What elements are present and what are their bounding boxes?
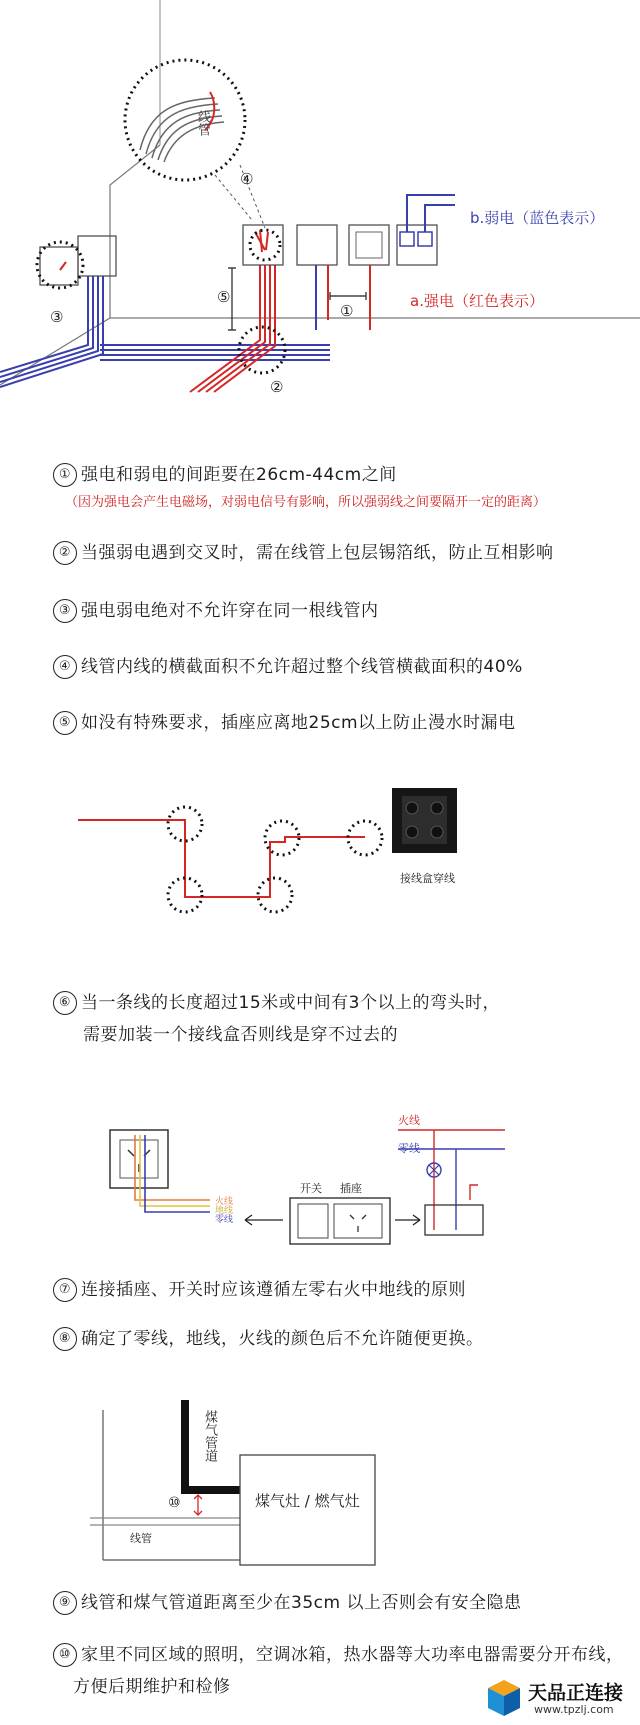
- switch-label: 开关: [300, 1182, 322, 1195]
- rule-9-text: 线管和煤气管道距离至少在35cm 以上否则会有安全隐患: [81, 1593, 522, 1613]
- left-wall-box-1: [40, 247, 78, 285]
- marker-3: ③: [50, 308, 64, 326]
- room-wiring-diagram: [0, 0, 640, 400]
- marker-5: ⑤: [217, 288, 231, 306]
- rule-2-text: 当强弱电遇到交叉时，需在线管上包层锡箔纸，防止互相影响: [81, 543, 554, 563]
- rule-10: [53, 1640, 624, 1667]
- weak-box: [397, 225, 437, 265]
- weak-current-label: b.弱电（蓝色表示）: [470, 209, 605, 227]
- cube-logo-icon: [484, 1676, 524, 1720]
- gas-pipe-label: 煤气管道: [202, 1410, 217, 1462]
- rule-10-line2: 方便后期维护和检修: [73, 1677, 231, 1697]
- marker-10: ⑩: [168, 1495, 181, 1511]
- junction-box-label: 接线盒穿线: [400, 872, 455, 885]
- rule-3-number: ③: [53, 599, 77, 623]
- rule-7-number: ⑦: [53, 1278, 77, 1302]
- wire-neutral-label: 零线: [215, 1215, 234, 1225]
- marker-1: ①: [340, 302, 354, 320]
- rule-5: [53, 708, 516, 735]
- rule-6-number: ⑥: [53, 991, 77, 1015]
- strong-current-label: a.强电（红色表示）: [410, 292, 544, 310]
- rule-1-number: ①: [53, 463, 77, 487]
- rule-3: [53, 596, 379, 623]
- rule-6-line2: 需要加装一个接线盒否则线是穿不过去的: [83, 1025, 398, 1045]
- rule-9: [53, 1588, 521, 1615]
- rule-1-text: 强电和弱电的间距要在26cm-44cm之间: [81, 465, 397, 485]
- logo-url: www.tpzlj.com: [534, 1703, 614, 1716]
- rule-10-number: ⑩: [53, 1643, 77, 1667]
- wire-live-label: 火线: [215, 1197, 234, 1207]
- socket-label: 插座: [340, 1182, 362, 1195]
- rule-8: [53, 1324, 484, 1351]
- rule-4-number: ④: [53, 655, 77, 679]
- stove-label: 煤气灶 / 燃气灶: [255, 1492, 360, 1510]
- conduit-label: 线管: [130, 1532, 152, 1545]
- rule-5-number: ⑤: [53, 711, 77, 735]
- rule-7: [53, 1275, 466, 1302]
- rule-6: [53, 988, 500, 1015]
- rule-8-number: ⑧: [53, 1327, 77, 1351]
- rule-1-note: （因为强电会产生电磁场，对弱电信号有影响，所以强弱线之间要隔开一定的距离）: [65, 495, 547, 510]
- rule-2: [53, 538, 554, 565]
- rule-10-line1: 家里不同区域的照明，空调冰箱，热水器等大功率电器需要分开布线，: [81, 1645, 624, 1665]
- rule-5-text: 如没有特殊要求，插座应离地25cm以上防止漫水时漏电: [81, 713, 516, 733]
- marker-4: ④: [240, 170, 254, 188]
- rule-4-text: 线管内线的横截面积不允许超过整个线管横截面积的40%: [81, 657, 523, 677]
- rule-1: [53, 460, 397, 487]
- rule-6-line1: 当一条线的长度超过15米或中间有3个以上的弯头时，: [81, 993, 500, 1013]
- logo-title: 天品正连接: [528, 1682, 624, 1704]
- marker-2: ②: [270, 378, 284, 396]
- live-wire-label: 火线: [398, 1114, 420, 1127]
- rule-8-text: 确定了零线，地线，火线的颜色后不允许随便更换。: [81, 1329, 484, 1349]
- wire-ground-label: 地线: [215, 1206, 234, 1216]
- rule-3-text: 强电弱电绝对不允许穿在同一根线管内: [81, 601, 379, 621]
- strong-box-2: [297, 225, 337, 265]
- rule-7-text: 连接插座、开关时应该遵循左零右火中地线的原则: [81, 1280, 466, 1300]
- rule-4: [53, 652, 523, 679]
- site-logo[interactable]: [484, 1672, 640, 1725]
- neutral-wire-label: 零线: [398, 1142, 420, 1155]
- rule-9-number: ⑨: [53, 1591, 77, 1615]
- socket-box: [349, 225, 389, 265]
- magnified-cable-label: 线管: [195, 110, 210, 136]
- rule-2-number: ②: [53, 541, 77, 565]
